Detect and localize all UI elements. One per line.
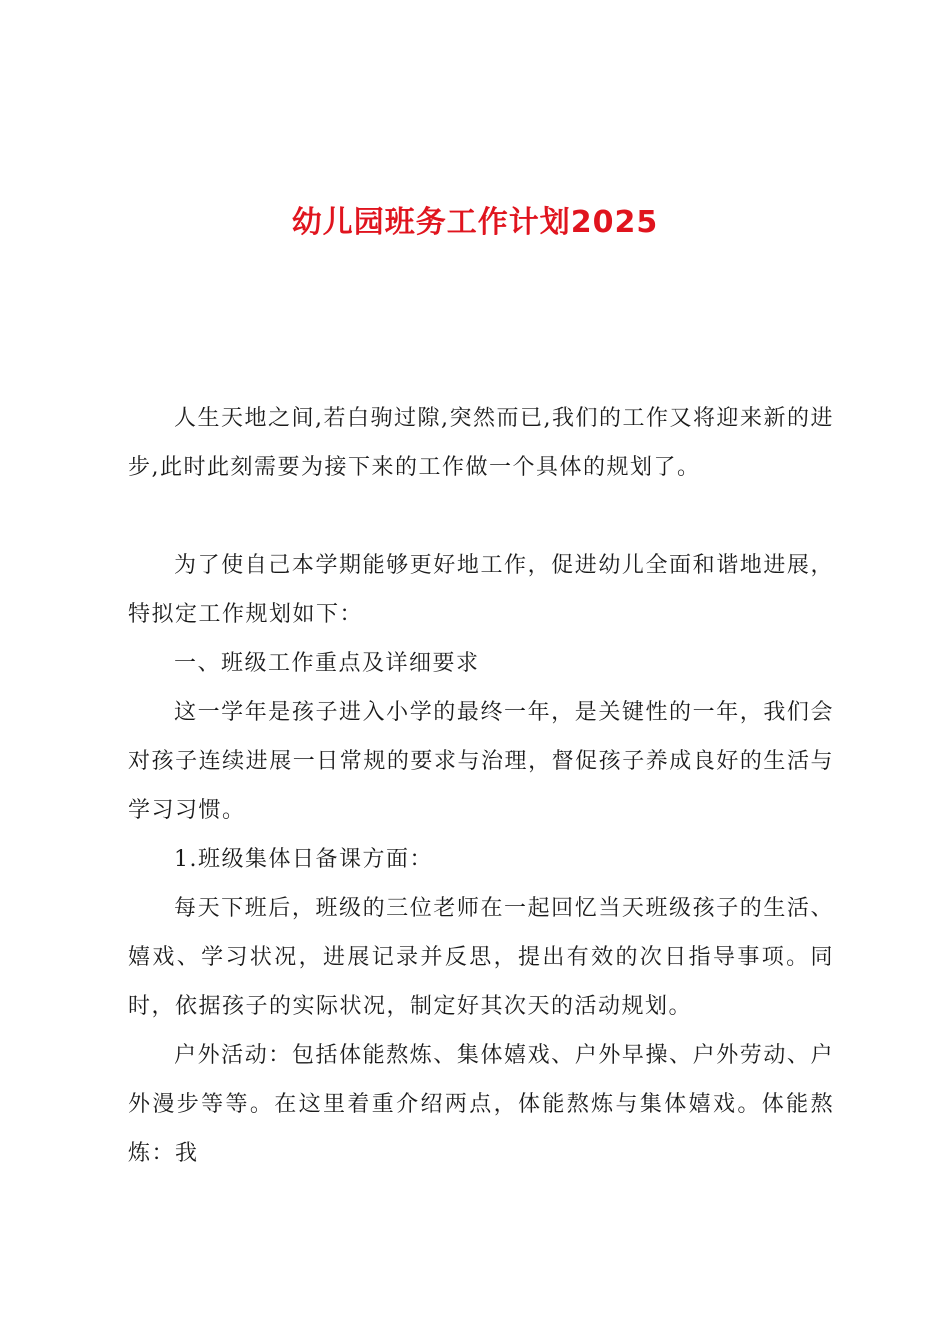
- subsection-heading-1: 1.班级集体日备课方面：: [174, 847, 433, 872]
- paragraph-outdoor: 户外活动：包括体能熬炼、集体嬉戏、户外早操、户外劳动、户外漫步等等。在这里着重介绍两点，体能熬炼与集体嬉戏。体能熬炼：我: [128, 1043, 834, 1166]
- paragraph-purpose: 为了使自己本学期能够更好地工作，促进幼儿全面和谐地进展，特拟定工作规划如下：: [128, 553, 834, 627]
- paragraph-year-focus: 这一学年是孩子进入小学的最终一年，是关键性的一年，我们会对孩子连续进展一日常规的要求与治理，督促孩子养成良好的生活与学习习惯。: [128, 700, 834, 823]
- section-heading-1: 一、班级工作重点及详细要求: [174, 651, 480, 676]
- paragraph-intro: 人生天地之间,若白驹过隙,突然而已,我们的工作又将迎来新的进步,此时此刻需要为接下来的工作做一个具体的规划了。: [128, 406, 834, 480]
- document-title: 幼儿园班务工作计划2025: [291, 205, 659, 240]
- paragraph-daily-prep: 每天下班后，班级的三位老师在一起回忆当天班级孩子的生活、嬉戏、学习状况，进展记录并反思，提出有效的次日指导事项。同时，依据孩子的实际状况，制定好其次天的活动规划。: [128, 896, 834, 1019]
